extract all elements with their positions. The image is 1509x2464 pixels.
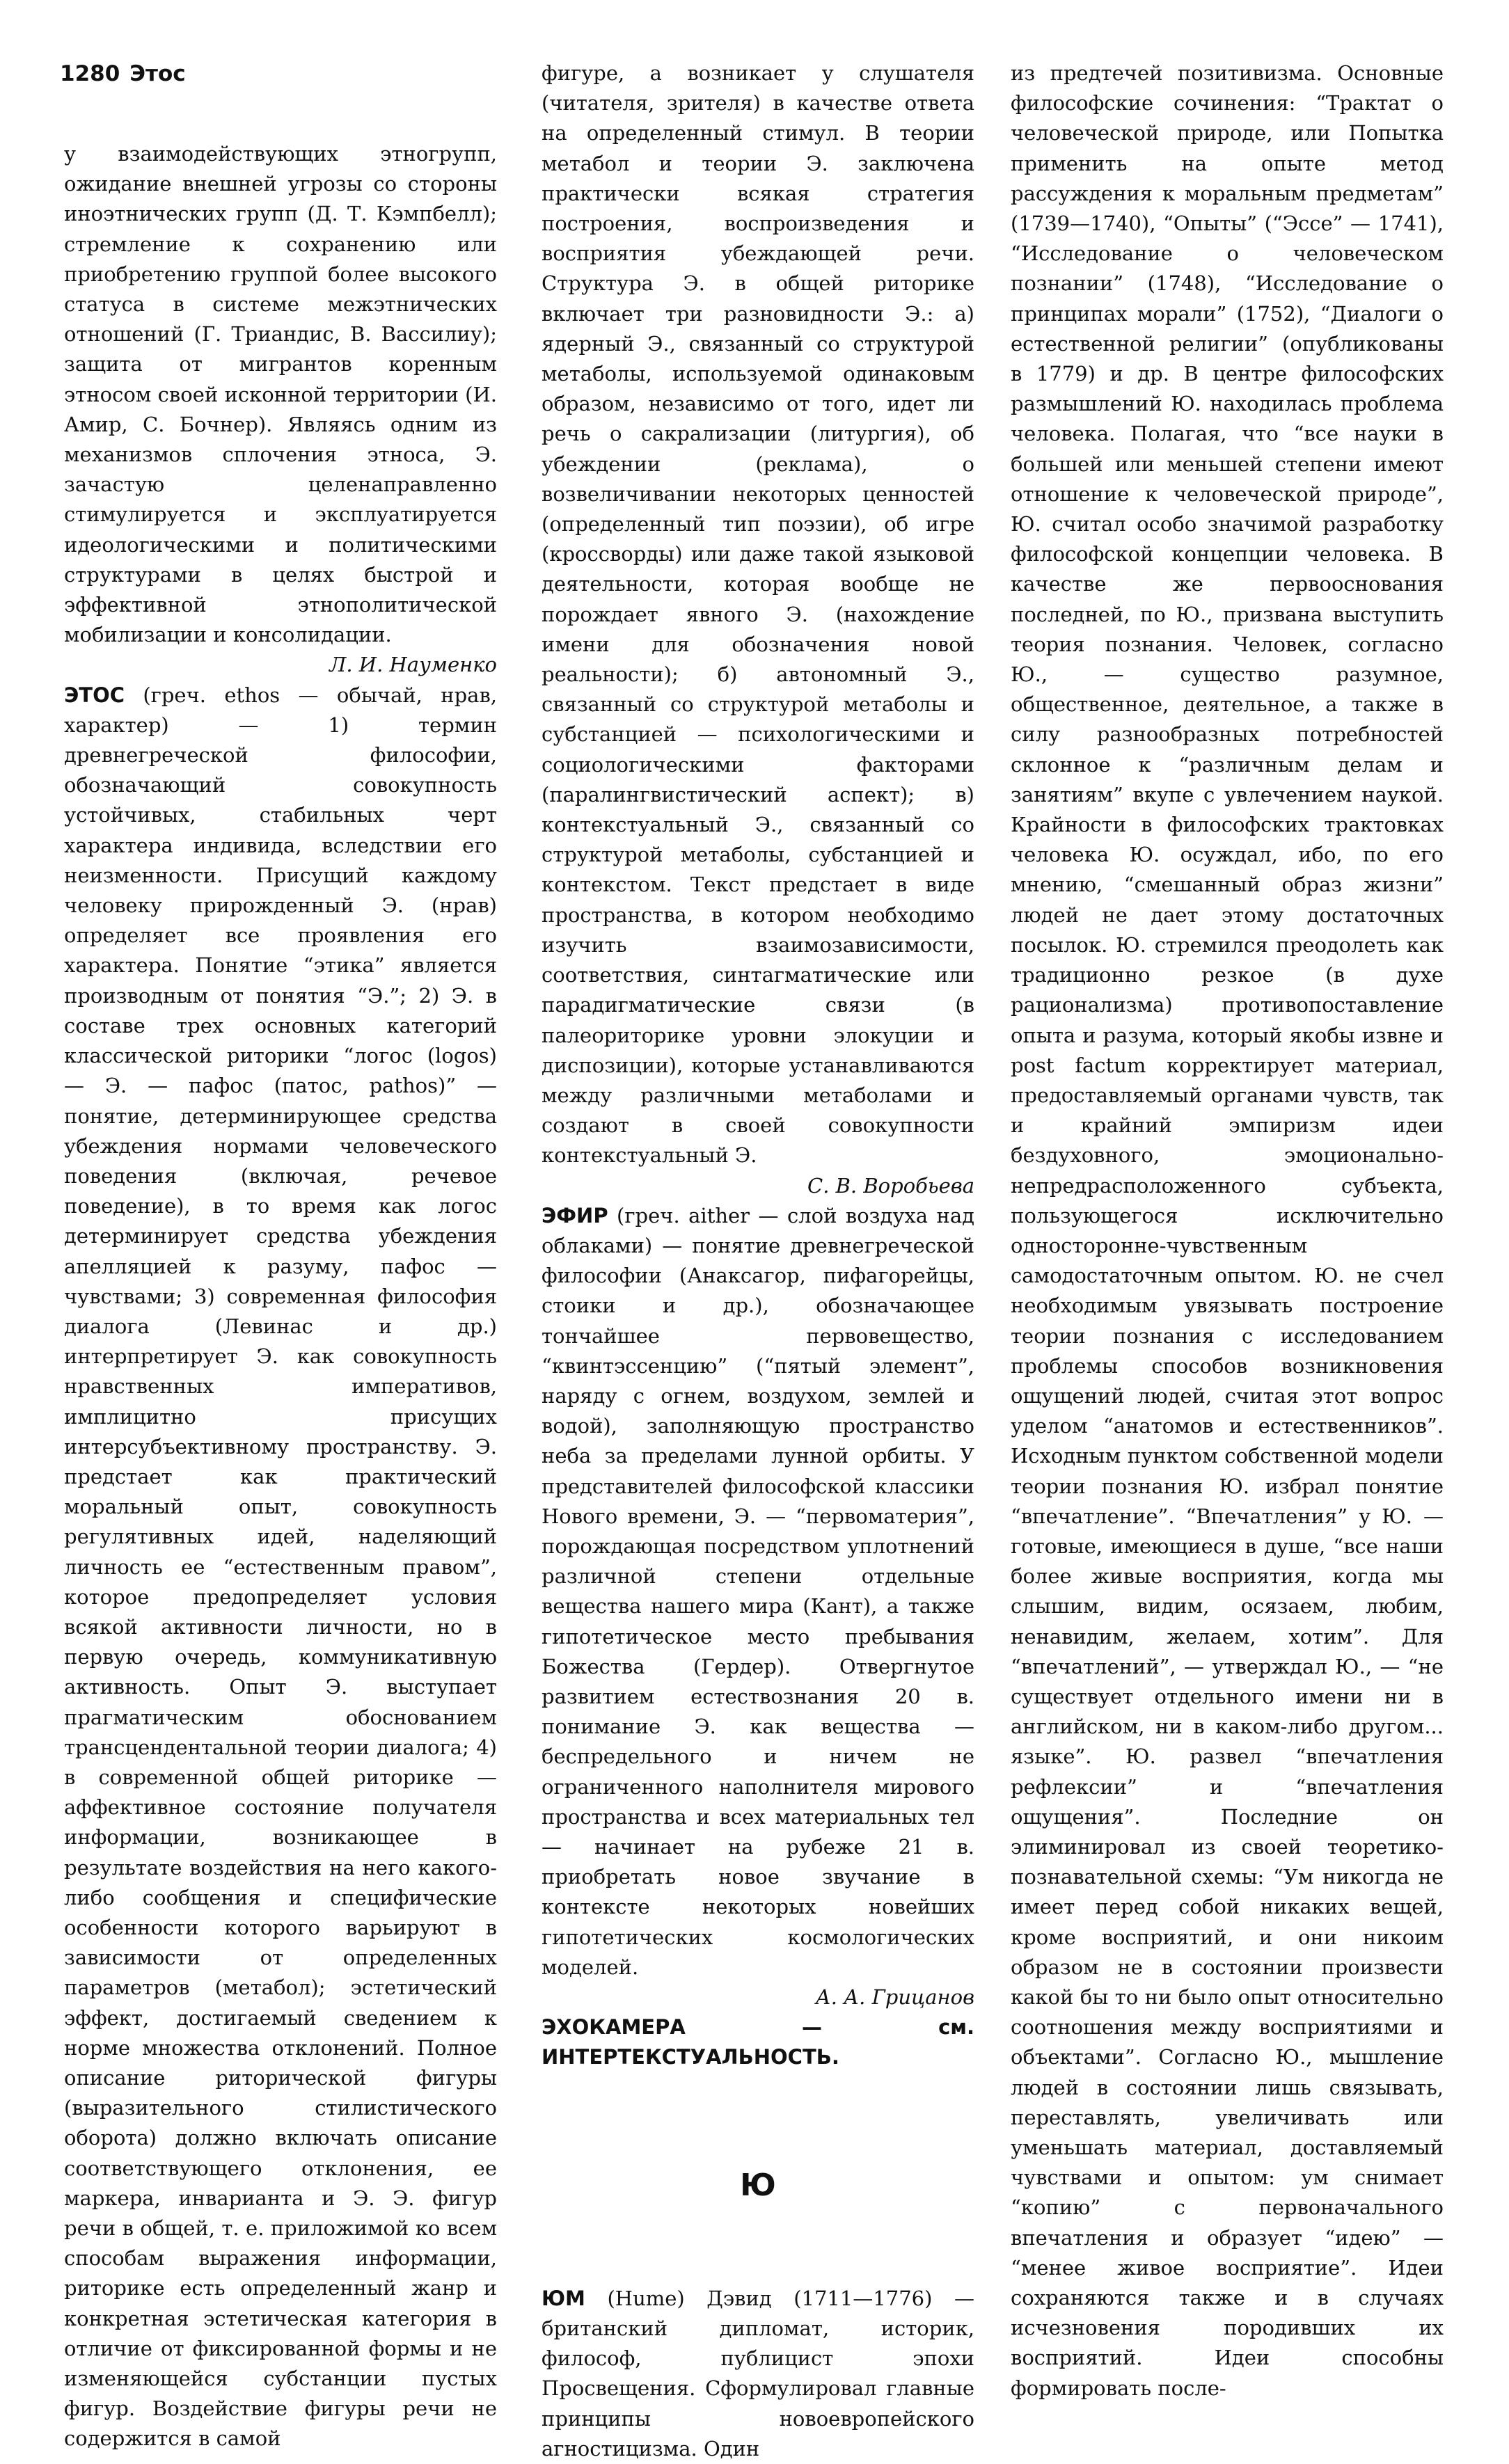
yum-continuation: из предтечей позитивизма. Основные философские сочинения: “Трактат о человеческой природе, или Попытка применить на опыте метод рассуждения к моральным предметам” (1739—1740), “Опыты” (“Эссе” — 1741), “Исследование о человеческом познании” (1748), “Исследование о принципах морали” (1752), “Диалоги о естественной религии” (опубликованы в 1779) и др. В центре философских размышлений Ю. находилась проблема человека. Полагая, что “все науки в большей или меньшей степени имеют отношение к человеческой природе”, Ю. считал особо значимой разработку философской концепции человека. В качестве же первооснования последней, по Ю., призвана выступить теория познания. Человек, согласно Ю., — существо разумное, общественное, деятельное, а также в силу разнообразных потребностей склонное к “различным делам и занятиям” вкупе с увлечением наукой. Крайности в философских трактовках человека Ю. осуждал, ибо, по его мнению, “смешанный образ жизни” людей не дает этому достаточных посылок. Ю. стремился преодолеть как традиционно резкое (в духе рационализма) противопоставление опыта и разума, который якобы извне и post factum корректирует материал, предоставляемый органами чувств, так и крайний эмпиризм идеи бездуховного, эмоционально-непредрасположенного субъекта, пользующегося исключительно односторонне-чувственным самодостаточным опытом. Ю. не счел необходимым увязывать построение теории познания с исследованием проблемы способов возникновения ощущений людей, считая этот вопрос уделом “анатомов и естественников”. Исходным пунктом собственной модели теории познания Ю. избрал понятие “впечатление”. “Впечатления” у Ю. — готовые, имеющиеся в душе, “все наши более живые восприятия, когда мы слышим, видим, осязаем, любим, ненавидим, желаем, хотим”. Для “впечатлений”, — утверждал Ю., — “не существует отдельного имени ни в английском, ни в каком-либо другом... языке”. Ю. развел “впечатления рефлексии” и “впечатления ощущения”. Последние он элиминировал из своей теоретико-познавательной схемы: “Ум никогда не имеет перед собой никаких вещей, кроме восприятий, и они никоим образом не в состоянии произвести какой бы то ни было опыт относительно соотношения между восприятиями и объектами”. Согласно Ю., мышление людей в состоянии лишь связывать, переставлять, увеличивать или уменьшать материал, доставляемый чувствами и опытом: ум снимает “копию” с первоначального впечатления и образует “идею” — “менее живое восприятие”. Идеи сохраняются также и в случаях исчезновения породивших их восприятий. Идеи способны формировать после- <box>1011 61 1444 2400</box>
entry-headword: ЭТОС <box>64 683 125 707</box>
column-1 <box>64 139 497 2454</box>
column-3 <box>1011 58 1444 2403</box>
entry-yum <box>542 2284 974 2464</box>
etnocentrism-continuation: у взаимодействующих этногрупп, ожидание внешней угрозы со стороны иноэтнических групп (Д. Т. Кэмпбелл); стремление к сохранению или приобретению группой более высокого статуса в системе межэтнических отношений (Г. Триандис, В. Вассилиу); защита от мигрантов коренным этносом своей исконной территории (И. Амир, С. Бочнер). Являясь одним из механизмов сплочения этноса, Э. зачастую целенаправленно стимулируется и эксплуатируется идеологическими и политическими структурами в целях быстрой и эффективной этнополитической мобилизации и консолидации. <box>64 142 497 647</box>
running-head <box>60 61 186 86</box>
running-head-title: Этос <box>129 61 186 86</box>
author-signature: А. А. Грицанов <box>815 1985 974 2009</box>
etos-continuation: фигуре, а возникает у слушателя (читателя, зрителя) в качестве ответа на определенный стимул. В теории метабол и теории Э. заключена практически всякая стратегия построения, воспроизведения и восприятия убеждающей речи. Структура Э. в общей риторике включает три разновидности Э.: а) ядерный Э., связанный со структурой метаболы, используемой одинаковым образом, независимо от того, идет ли речь о сакрализации (литургия), об убеждении (реклама), о возвеличивании некоторых ценностей (определенный тип поэзии), об игре (кроссворды) или даже такой языковой деятельности, которая вообще не порождает явного Э. (нахождение имени для обозначения новой реальности); б) автономный Э., связанный со структурой метаболы и субстанцией — психологическими и социологическими факторами (паралингвистический аспект); в) контекстуальный Э., связанный со структурой метаболы, субстанцией и контекстом. Текст предстает в виде пространства, в котором необходимо изучить взаимозависимости, соответствия, синтагматические или парадигматические связи (в палеориторике уровни элокуции и диспозиции), которые устанавливаются между различными метаболами и создают в своей совокупности контекстуальный Э. <box>542 61 974 1168</box>
entry-etos <box>64 681 497 2454</box>
author-signature: С. В. Воробьева <box>807 1173 974 1198</box>
entry-efir <box>542 1201 974 1982</box>
page-number: 1280 <box>60 61 120 86</box>
entry-body: (Hume) Дэвид (1711—1776) — британский дипломат, историк, философ, публицист эпохи Просвещения. Сформулировал главные принципы новоевропейского агностицизма. Один <box>542 2286 974 2461</box>
column-2 <box>542 58 974 2464</box>
cross-reference: ЭХОКАМЕРА — см. ИНТЕРТЕКСТУАЛЬНОСТЬ. <box>542 2015 974 2069</box>
section-letter: Ю <box>740 2167 776 2203</box>
entry-body: (греч. ethos — обычай, нрав, характер) — 1) термин древнегреческой философии, обозначающий совокупность устойчивых, стабильных черт характера индивида, вследствии его неизменности. Присущий каждому человеку прирожденный Э. (нрав) определяет все проявления его характера. Понятие “этика” является производным от понятия “Э.”; 2) Э. в составе трех основных категорий классической риторики “логос (logos) — Э. — пафос (патос, pathos)” — понятие, детерминирующее средства убеждения нормами человеческого поведения (включая, речевое поведение), в то время как логос детерминирует средства убеждения апелляцией к разуму, пафос — чувствами; 3) современная философия диалога (Левинас и др.) интерпретирует Э. как совокупность нравственных императивов, имплицитно присущих интерсубъективному пространству. Э. предстает как практический моральный опыт, совокупность регулятивных идей, наделяющий личность ее “естественным правом”, которое предопределяет условия всякой активности личности, но в первую очередь, коммуникативную активность. Опыт Э. выступает прагматическим обоснованием трансцендентальной теории диалога; 4) в современной общей риторике — аффективное состояние получателя информации, возникающее в результате воздействия на него какого-либо сообщения и специфические особенности которого варьируют в зависимости от определенных параметров (метабол); эстетический эффект, достигаемый сведением к норме множества отклонений. Полное описание риторической фигуры (выразительного стилистического оборота) должно включать описание соответствующего отклонения, ее маркера, инварианта и Э. Э. фигур речи в общей, т. е. приложимой ко всем способам выражения информации, риторике есть определенный жанр и конкретная эстетическая категория в отличие от фиксированной формы и не изменяющейся субстанции пустых фигур. Воздействие фигуры речи не содержится в самой <box>64 683 497 2451</box>
entry-headword: ЮМ <box>542 2286 585 2310</box>
author-signature: Л. И. Науменко <box>329 653 497 677</box>
entry-body: (греч. aither — слой воздуха над облаками) — понятие древнегреческой философии (Анаксагор, пифагорейцы, стоики и др.), обозначающее тончайшее первовещество, “квинтэссенцию” (“пятый элемент”, наряду с огнем, воздухом, землей и водой), заполняющую пространство неба за пределами лунной орбиты. У представителей философской классики Нового времени, Э. — “первоматерия”, порождающая посредством уплотнений различной степени отдельные вещества нашего мира (Кант), а также гипотетическое место пребывания Божества (Гердер). Отвергнутое развитием естествознания 20 в. понимание Э. как вещества — беспредельного и ничем не ограниченного наполнителя мирового пространства и всех материальных тел — начинает на рубеже 21 в. приобретать новое звучание в контексте некоторых новейших гипотетических космологических моделей. <box>542 1203 974 1979</box>
entry-headword: ЭФИР <box>542 1203 608 1227</box>
